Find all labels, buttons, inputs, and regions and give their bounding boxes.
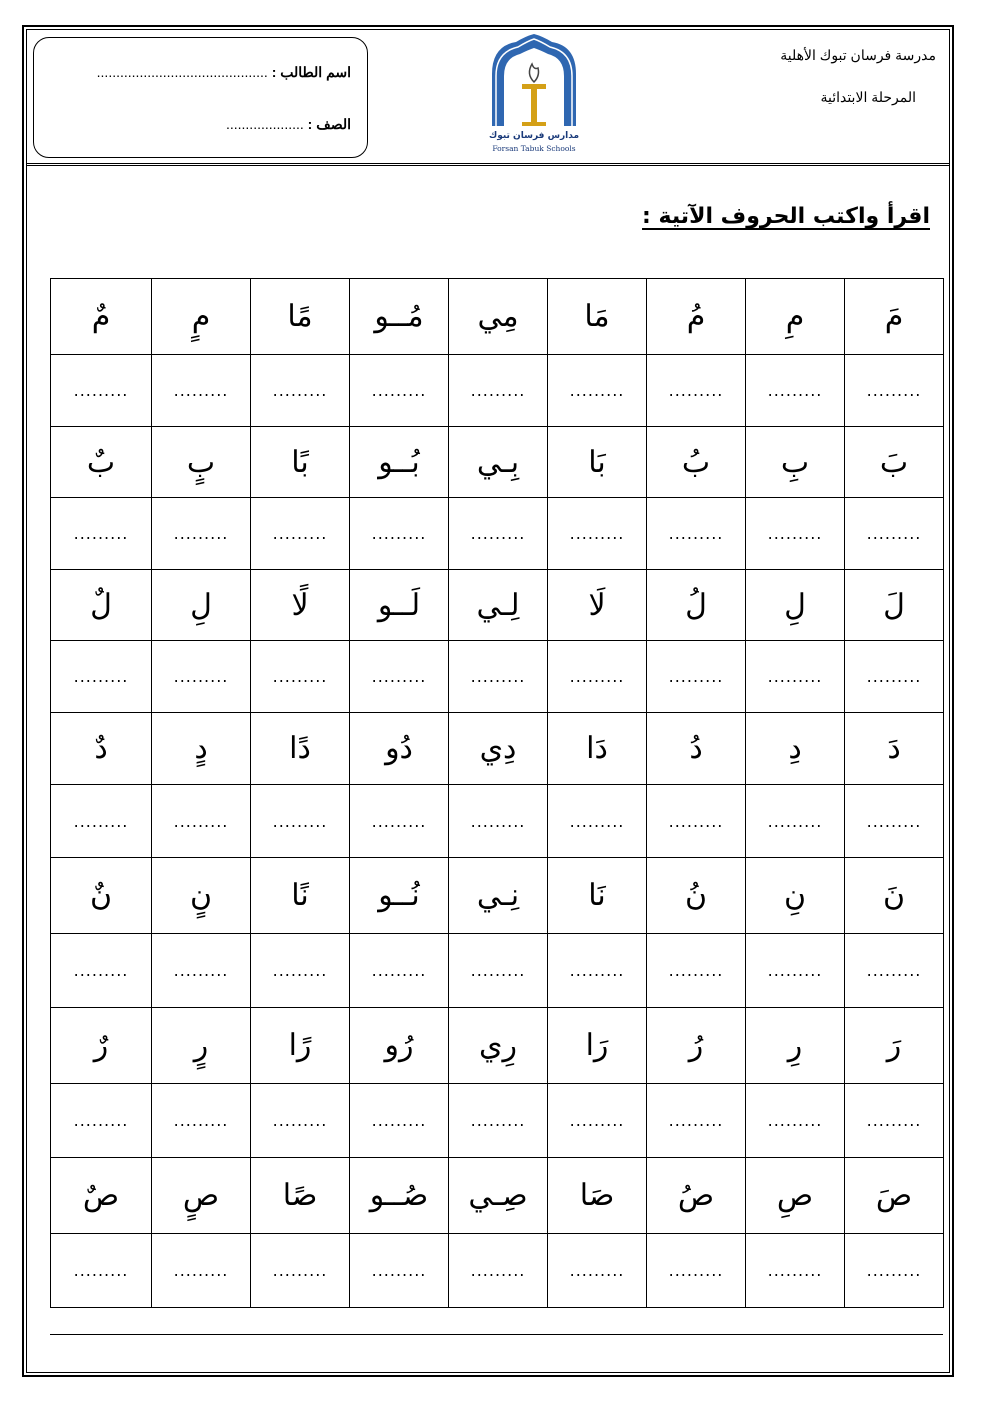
writing-cell[interactable]: ......... — [548, 498, 647, 570]
writing-cell[interactable]: ......... — [647, 785, 746, 858]
writing-cell[interactable]: ......... — [746, 498, 845, 570]
writing-row — [51, 498, 944, 570]
letter-cell: مُ — [647, 279, 746, 355]
writing-cell[interactable]: ......... — [350, 1084, 449, 1158]
letter-cell: رٍ — [152, 1008, 251, 1084]
writing-cell[interactable]: ......... — [51, 785, 152, 858]
letter-cell: صِـي — [449, 1158, 548, 1234]
letter-cell: مِ — [746, 279, 845, 355]
writing-cell[interactable]: ......... — [251, 355, 350, 427]
writing-cell[interactable]: ......... — [251, 1234, 350, 1308]
logo-english-text: Forsan Tabuk Schools — [492, 144, 576, 153]
letter-cell: صًا — [251, 1158, 350, 1234]
writing-cell[interactable]: ......... — [845, 498, 944, 570]
letter-cell: دَا — [548, 713, 647, 785]
letter-cell: لَ — [845, 570, 944, 641]
writing-cell[interactable]: ......... — [647, 1234, 746, 1308]
letter-cell: رٌ — [51, 1008, 152, 1084]
writing-cell[interactable]: ......... — [647, 498, 746, 570]
letter-cell: نُ — [647, 858, 746, 934]
writing-cell[interactable]: ......... — [647, 355, 746, 427]
letter-cell: مٌ — [51, 279, 152, 355]
writing-cell[interactable]: ......... — [350, 934, 449, 1008]
letter-cell: مًا — [251, 279, 350, 355]
letter-row — [51, 858, 944, 934]
writing-cell[interactable]: ......... — [251, 641, 350, 713]
writing-cell[interactable]: ......... — [51, 355, 152, 427]
writing-cell[interactable]: ......... — [845, 934, 944, 1008]
letter-cell: لَا — [548, 570, 647, 641]
writing-cell[interactable]: ......... — [251, 498, 350, 570]
writing-cell[interactable]: ......... — [449, 1234, 548, 1308]
letter-row — [51, 570, 944, 641]
writing-cell[interactable]: ......... — [647, 1084, 746, 1158]
letter-cell: بِ — [746, 427, 845, 498]
writing-cell[interactable]: ......... — [548, 1084, 647, 1158]
letter-row — [51, 1008, 944, 1084]
writing-row — [51, 1234, 944, 1308]
school-name: مدرسة فرسان تبوك الأهلية — [780, 47, 936, 63]
writing-cell[interactable]: ......... — [746, 934, 845, 1008]
letter-row — [51, 713, 944, 785]
writing-cell[interactable]: ......... — [350, 641, 449, 713]
letter-cell: لِ — [152, 570, 251, 641]
writing-cell[interactable]: ......... — [746, 641, 845, 713]
writing-cell[interactable]: ......... — [251, 934, 350, 1008]
writing-row — [51, 641, 944, 713]
letter-cell: بِـي — [449, 427, 548, 498]
letter-cell: دَ — [845, 713, 944, 785]
writing-cell[interactable]: ......... — [845, 1084, 944, 1158]
letter-cell: مَ — [845, 279, 944, 355]
writing-cell[interactable]: ......... — [845, 1234, 944, 1308]
letter-cell: بُ — [647, 427, 746, 498]
writing-cell[interactable]: ......... — [548, 641, 647, 713]
class-dots: .................... — [225, 116, 304, 132]
writing-cell[interactable]: ......... — [152, 498, 251, 570]
writing-cell[interactable]: ......... — [746, 785, 845, 858]
letter-row — [51, 279, 944, 355]
writing-cell[interactable]: ......... — [152, 641, 251, 713]
letter-cell: دُ — [647, 713, 746, 785]
letter-cell: نِـي — [449, 858, 548, 934]
writing-cell[interactable]: ......... — [51, 1084, 152, 1158]
letter-cell: صَا — [548, 1158, 647, 1234]
school-stage: المرحلة الابتدائية — [820, 89, 916, 105]
writing-cell[interactable]: ......... — [647, 934, 746, 1008]
writing-cell[interactable]: ......... — [845, 641, 944, 713]
letter-cell: نُــو — [350, 858, 449, 934]
school-logo — [486, 34, 582, 156]
letter-cell: لِـي — [449, 570, 548, 641]
letter-cell: صُــو — [350, 1158, 449, 1234]
letter-cell: رُو — [350, 1008, 449, 1084]
writing-cell[interactable]: ......... — [449, 1084, 548, 1158]
writing-cell[interactable]: ......... — [350, 1234, 449, 1308]
letter-cell: صِ — [746, 1158, 845, 1234]
writing-cell[interactable]: ......... — [449, 498, 548, 570]
writing-cell[interactable]: ......... — [350, 355, 449, 427]
letter-cell: دًا — [251, 713, 350, 785]
logo-arabic-text: مدارس فرسان تبوك — [488, 131, 580, 141]
writing-cell[interactable]: ......... — [845, 355, 944, 427]
letter-cell: نًا — [251, 858, 350, 934]
writing-cell[interactable]: ......... — [548, 785, 647, 858]
writing-cell[interactable]: ......... — [51, 641, 152, 713]
letter-cell: دِ — [746, 713, 845, 785]
exercise-title: اقرأ واكتب الحروف الآتية : — [642, 204, 930, 229]
letter-row — [51, 1158, 944, 1234]
letter-cell: رِ — [746, 1008, 845, 1084]
writing-row — [51, 785, 944, 858]
writing-cell[interactable]: ......... — [746, 1084, 845, 1158]
letter-cell: مِي — [449, 279, 548, 355]
letter-cell: لٌ — [51, 570, 152, 641]
letter-cell: دٌ — [51, 713, 152, 785]
writing-cell[interactable]: ......... — [51, 934, 152, 1008]
letter-cell: رِي — [449, 1008, 548, 1084]
letter-cell: بُــو — [350, 427, 449, 498]
writing-cell[interactable]: ......... — [152, 785, 251, 858]
header-separator — [26, 163, 950, 166]
student-name-label: اسم الطالب : — [271, 64, 351, 80]
letter-cell: نٍ — [152, 858, 251, 934]
letter-row — [51, 427, 944, 498]
letter-cell: صُ — [647, 1158, 746, 1234]
letter-cell: رَا — [548, 1008, 647, 1084]
writing-cell[interactable]: ......... — [350, 498, 449, 570]
writing-cell[interactable]: ......... — [152, 1084, 251, 1158]
letter-cell: بَ — [845, 427, 944, 498]
letter-cell: بَا — [548, 427, 647, 498]
letter-cell: دِي — [449, 713, 548, 785]
letter-cell: مَا — [548, 279, 647, 355]
writing-row — [51, 934, 944, 1008]
writing-cell[interactable]: ......... — [51, 1234, 152, 1308]
writing-cell[interactable]: ......... — [746, 1234, 845, 1308]
letter-cell: صٍ — [152, 1158, 251, 1234]
student-name-dots: ............................................ — [96, 64, 268, 80]
letter-cell: بٌ — [51, 427, 152, 498]
letter-cell: نَ — [845, 858, 944, 934]
writing-cell[interactable]: ......... — [548, 1234, 647, 1308]
writing-cell[interactable]: ......... — [251, 785, 350, 858]
class-field[interactable] — [226, 116, 351, 133]
letter-cell: مٍ — [152, 279, 251, 355]
letter-cell: لُ — [647, 570, 746, 641]
letter-cell: صٌ — [51, 1158, 152, 1234]
letter-cell: لِ — [746, 570, 845, 641]
student-info-box — [33, 37, 368, 158]
letter-cell: بًا — [251, 427, 350, 498]
letter-cell: نِ — [746, 858, 845, 934]
letter-cell: نَا — [548, 858, 647, 934]
student-name-field[interactable] — [97, 64, 351, 81]
letter-cell: لَــو — [350, 570, 449, 641]
writing-cell[interactable]: ......... — [845, 785, 944, 858]
writing-cell[interactable]: ......... — [152, 355, 251, 427]
letter-cell: لًا — [251, 570, 350, 641]
letter-cell: رَ — [845, 1008, 944, 1084]
letter-cell: دُو — [350, 713, 449, 785]
class-label: الصف : — [307, 116, 351, 132]
writing-cell[interactable]: ......... — [449, 934, 548, 1008]
bottom-rule — [50, 1334, 943, 1335]
writing-row — [51, 355, 944, 427]
writing-cell[interactable]: ......... — [647, 641, 746, 713]
writing-cell[interactable]: ......... — [152, 934, 251, 1008]
letter-cell: دٍ — [152, 713, 251, 785]
writing-cell[interactable]: ......... — [449, 355, 548, 427]
writing-row — [51, 1084, 944, 1158]
letter-cell: صَ — [845, 1158, 944, 1234]
writing-cell[interactable]: ......... — [350, 785, 449, 858]
letter-cell: نٌ — [51, 858, 152, 934]
writing-cell[interactable]: ......... — [548, 355, 647, 427]
writing-cell[interactable]: ......... — [548, 934, 647, 1008]
letter-cell: رًا — [251, 1008, 350, 1084]
writing-cell[interactable]: ......... — [449, 641, 548, 713]
writing-cell[interactable]: ......... — [449, 785, 548, 858]
writing-cell[interactable]: ......... — [51, 498, 152, 570]
letter-cell: رُ — [647, 1008, 746, 1084]
writing-cell[interactable]: ......... — [746, 355, 845, 427]
writing-cell[interactable]: ......... — [251, 1084, 350, 1158]
writing-cell[interactable]: ......... — [152, 1234, 251, 1308]
letters-grid — [50, 278, 944, 1308]
letter-cell: مُــو — [350, 279, 449, 355]
letter-cell: بٍ — [152, 427, 251, 498]
